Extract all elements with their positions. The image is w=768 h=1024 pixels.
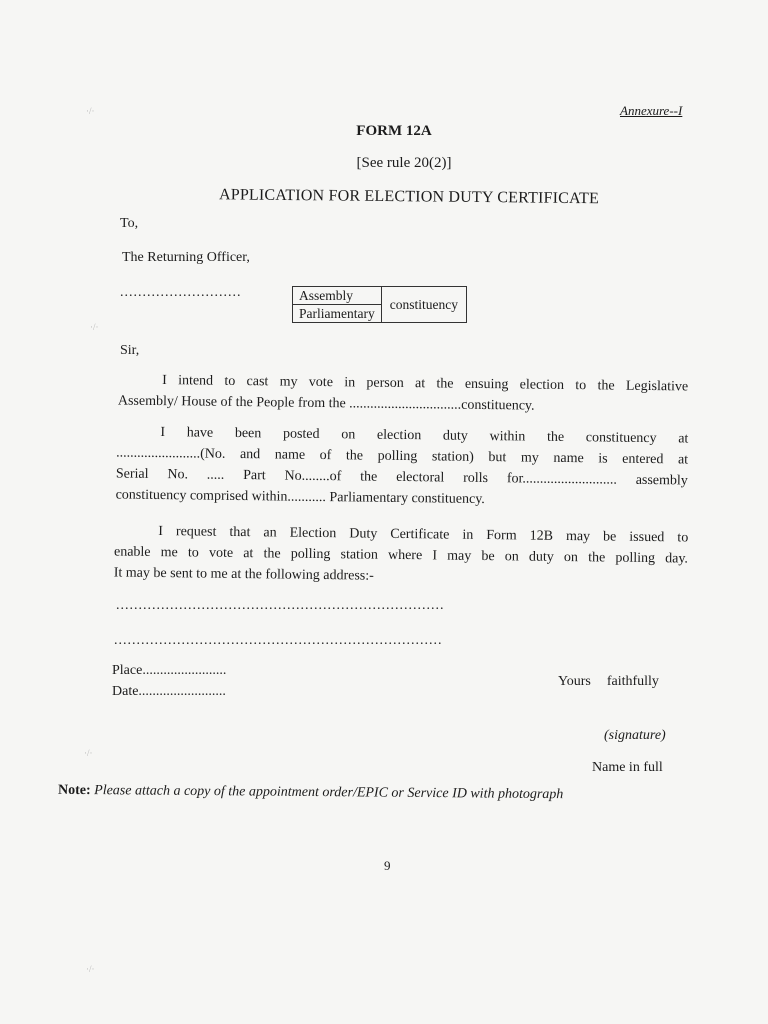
parliamentary-cell: Parliamentary xyxy=(293,305,382,323)
paragraph-intent xyxy=(118,370,688,419)
note-text: Please attach a copy of the appointment order/EPIC or Service ID with photograph xyxy=(94,783,564,803)
returning-officer: The Returning Officer, xyxy=(122,250,250,265)
paragraph-line: constituency comprised within........... Parliamentary constituency. xyxy=(115,487,485,508)
paragraph-line: I intend to cast my vote in person at the ensuing election to the Legislative xyxy=(162,373,689,395)
constituency-type-table xyxy=(292,286,467,323)
closing-word: faithfully xyxy=(606,674,659,689)
paragraph-duty-posting xyxy=(116,422,689,513)
salutation: Sir, xyxy=(120,343,140,358)
paragraph-line: ........................(No. and name of the polling station) but my name is entered at xyxy=(116,445,689,468)
paragraph-request xyxy=(114,520,689,590)
paragraph-line: Serial No. ..... Part No........of the electoral rolls for........................... assembly xyxy=(115,466,688,489)
paragraph-line: I request that an Election Duty Certificate in Form 12B may be issued to xyxy=(158,524,689,546)
constituency-blank: ........................... xyxy=(120,285,242,300)
scan-speck: ·/· xyxy=(84,748,93,758)
addressee-to: To, xyxy=(120,216,139,231)
note-label: Note: xyxy=(57,782,91,799)
scan-speck: ·/· xyxy=(86,106,95,116)
address-line-blank: ......................................................................... xyxy=(116,598,445,613)
closing-yours-faithfully xyxy=(558,674,659,690)
annexure-label: Annexure--I xyxy=(620,103,683,118)
scan-speck: ·/· xyxy=(90,322,99,332)
form-title: FORM 12A xyxy=(356,123,432,139)
paragraph-line: enable me to vote at the polling station where I may be on duty on the polling day. xyxy=(113,544,689,567)
date-field: Date......................... xyxy=(112,684,226,699)
application-title: APPLICATION FOR ELECTION DUTY CERTIFICATE xyxy=(218,186,600,208)
address-line-blank: ......................................................................... xyxy=(114,633,443,648)
signature-label: (signature) xyxy=(604,728,666,743)
attachment-note xyxy=(58,783,563,803)
paragraph-line: I have been posted on election duty within the constituency at xyxy=(160,425,689,447)
rule-reference: [See rule 20(2)] xyxy=(356,155,452,171)
name-in-full-label: Name in full xyxy=(592,760,663,775)
closing-word: Yours xyxy=(558,674,591,689)
paragraph-line: Assembly/ House of the People from the ................................constituency. xyxy=(117,393,535,414)
constituency-cell: constituency xyxy=(381,287,466,323)
paragraph-line: It may be sent to me at the following address:- xyxy=(113,565,374,584)
scan-speck: ·/· xyxy=(86,964,95,974)
place-field: Place........................ xyxy=(112,663,227,678)
assembly-cell: Assembly xyxy=(293,287,382,305)
page-number: 9 xyxy=(384,858,391,873)
